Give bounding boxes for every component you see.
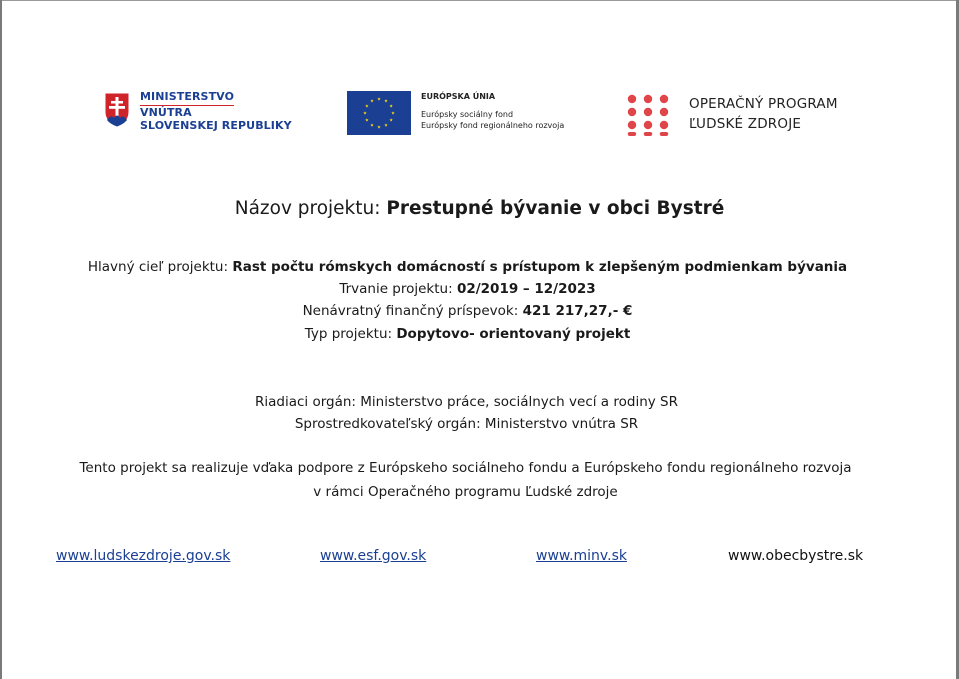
project-grant-label: Nenávratný finančný príspevok: bbox=[302, 303, 523, 319]
eu-logo-title: EURÓPSKA ÚNIA bbox=[421, 92, 496, 101]
project-duration-value: 02/2019 – 12/2023 bbox=[456, 281, 596, 297]
project-type-value: Dopytovo- orientovaný projekt bbox=[396, 326, 631, 342]
project-type bbox=[0, 326, 947, 342]
support-statement-line2: v rámci Operačného programu Ľudské zdroje bbox=[313, 484, 618, 500]
slovak-coat-of-arms-icon bbox=[104, 92, 130, 128]
support-statement-line1: Tento projekt sa realizuje vďaka podpore z Európskeho sociálneho fondu a Európskeho fondu regionálneho rozvoja bbox=[79, 460, 852, 476]
link-ludskezdroje[interactable]: www.ludskezdroje.gov.sk bbox=[56, 548, 231, 564]
project-duration bbox=[0, 281, 947, 297]
project-goal-value: Rast počtu rómskych domácností s prístupom k zlepšeným podmienkam bývania bbox=[232, 259, 848, 275]
ministry-logo bbox=[104, 90, 292, 133]
project-goal bbox=[0, 259, 947, 275]
ministry-logo-line1: MINISTERSTVO bbox=[140, 90, 234, 106]
intermediate-body: Sprostredkovateľský orgán: Ministerstvo vnútra SR bbox=[294, 416, 639, 432]
project-type-label: Typ projektu: bbox=[304, 326, 397, 342]
eu-logo-erdf: Európsky fond regionálneho rozvoja bbox=[421, 121, 565, 130]
project-title bbox=[0, 198, 959, 219]
op-logo bbox=[626, 94, 838, 138]
project-grant-value: 421 217,27,- € bbox=[522, 303, 633, 319]
op-dots-icon bbox=[626, 94, 672, 138]
project-goal-label: Hlavný cieľ projektu: bbox=[87, 259, 233, 275]
ministry-logo-line2: VNÚTRA bbox=[140, 105, 192, 119]
link-esf[interactable]: www.esf.gov.sk bbox=[320, 548, 427, 564]
page-border-top bbox=[0, 0, 959, 1]
op-logo-line1: OPERAČNÝ PROGRAM bbox=[689, 96, 838, 112]
project-title-label: Názov projektu: bbox=[234, 198, 387, 219]
eu-logo-esf: Európsky sociálny fond bbox=[421, 110, 514, 119]
project-grant bbox=[0, 303, 947, 319]
eu-flag-icon bbox=[347, 91, 411, 135]
link-minv[interactable]: www.minv.sk bbox=[536, 548, 627, 564]
ministry-logo-line3: SLOVENSKEJ REPUBLIKY bbox=[140, 119, 292, 132]
project-duration-label: Trvanie projektu: bbox=[339, 281, 457, 297]
eu-logo bbox=[347, 91, 564, 135]
op-logo-line2: ĽUDSKÉ ZDROJE bbox=[689, 116, 802, 132]
link-obecbystre: www.obecbystre.sk bbox=[728, 548, 864, 564]
project-title-value: Prestupné bývanie v obci Bystré bbox=[386, 198, 725, 219]
managing-authority: Riadiaci orgán: Ministerstvo práce, sociálnych vecí a rodiny SR bbox=[255, 394, 678, 410]
